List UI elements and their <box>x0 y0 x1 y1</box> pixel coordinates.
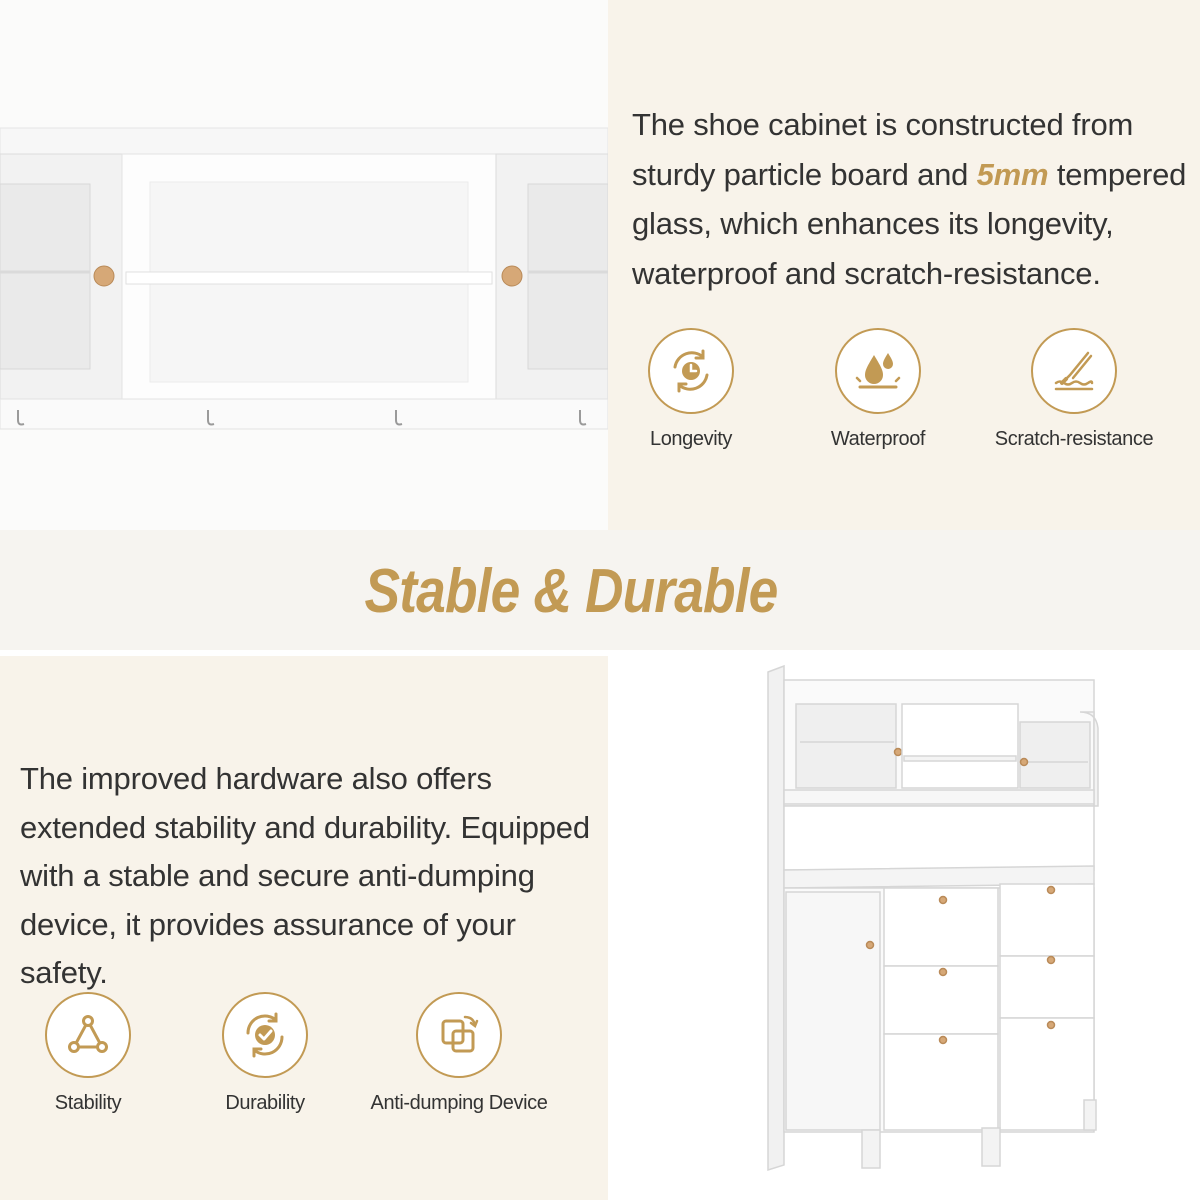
feature-waterproof <box>778 328 978 451</box>
hardware-description: The improved hardware also offers extended stability and durability. Equipped with a stable and secure anti-dumping device, it provides assurance of your safety. <box>20 761 590 990</box>
feature-stability <box>0 992 188 1115</box>
overlap-squares-icon <box>433 1009 485 1061</box>
material-description: The shoe cabinet is constructed from sturdy particle board and 5mm tempered glass, which enhances its longevity, waterproof and scratch-resistance. <box>632 107 1187 291</box>
feature-anti-dumping <box>359 992 559 1115</box>
scratch-resistance-label: Scratch-resistance <box>994 428 1154 450</box>
feature-longevity <box>591 328 791 451</box>
stability-icon-ring <box>45 992 131 1078</box>
longevity-label: Longevity <box>649 428 732 450</box>
waterproof-icon-ring <box>835 328 921 414</box>
full-cabinet-photo <box>608 650 1200 1200</box>
triangle-nodes-icon <box>62 1009 114 1061</box>
full-cabinet-illustration <box>608 650 1200 1200</box>
cabinet-closeup-photo <box>0 0 608 530</box>
anti-dumping-icon-ring <box>416 992 502 1078</box>
scratch-resistance-icon-ring <box>1031 328 1117 414</box>
water-drops-icon <box>852 345 904 397</box>
glass-thickness-highlight: 5mm <box>976 156 1049 192</box>
check-cycle-icon <box>239 1009 291 1061</box>
feature-scratch-resistance <box>974 328 1174 451</box>
scratch-blade-icon <box>1048 345 1100 397</box>
stability-label: Stability <box>54 1092 122 1114</box>
longevity-icon-ring <box>648 328 734 414</box>
durability-label: Durability <box>225 1092 305 1114</box>
feature-durability <box>165 992 365 1115</box>
waterproof-label: Waterproof <box>830 428 926 450</box>
durability-icon-ring <box>222 992 308 1078</box>
clock-cycle-icon <box>665 345 717 397</box>
section-headline: Stable & Durable <box>364 557 778 626</box>
anti-dumping-label: Anti-dumping Device <box>370 1092 548 1114</box>
cabinet-closeup-illustration <box>0 0 608 530</box>
